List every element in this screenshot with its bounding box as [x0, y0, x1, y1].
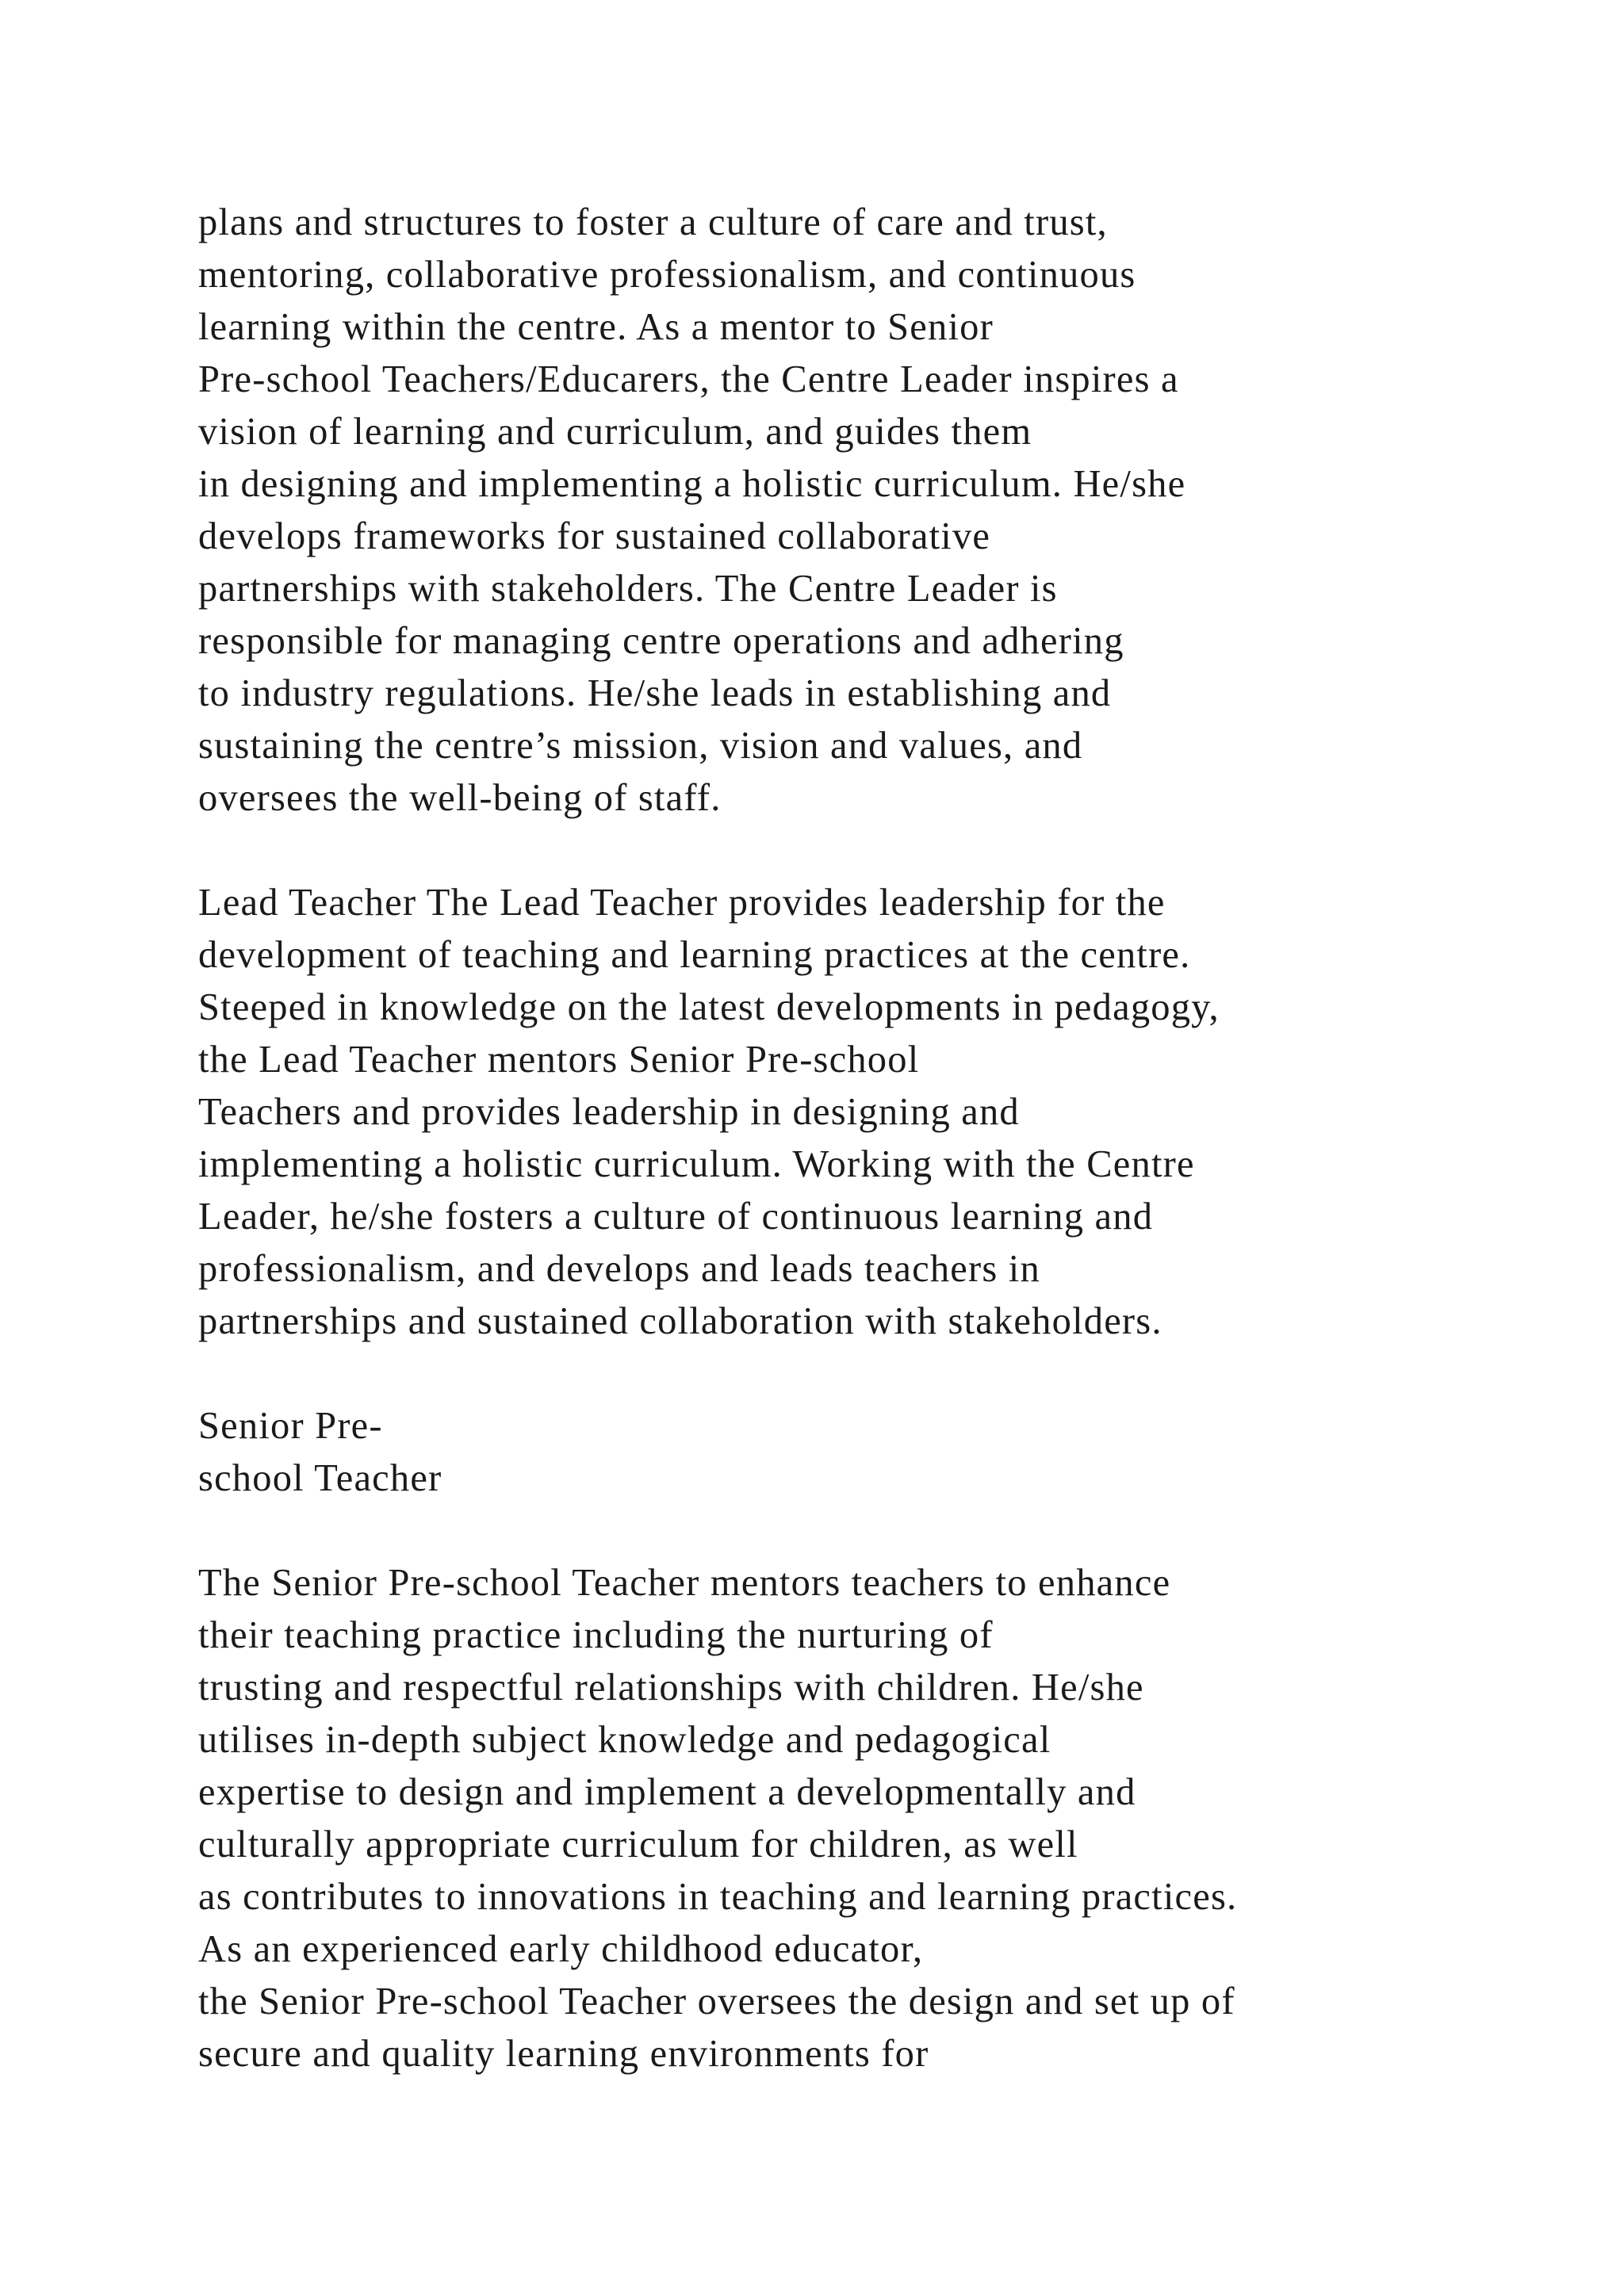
- text-line: vision of learning and curriculum, and guides them: [198, 411, 1032, 453]
- heading-senior-preschool-teacher: [198, 1400, 1562, 1505]
- text-line: development of teaching and learning practices at the centre.: [198, 934, 1191, 976]
- paragraph-gap: [198, 1505, 1562, 1557]
- text-line: Teachers and provides leadership in designing and: [198, 1091, 1020, 1133]
- text-line: plans and structures to foster a culture of care and trust,: [198, 201, 1108, 243]
- text-line: secure and quality learning environments for: [198, 2033, 929, 2075]
- text-line: partnerships with stakeholders. The Centre Leader is: [198, 568, 1058, 610]
- document-body: [198, 197, 1562, 2080]
- text-line: utilises in-depth subject knowledge and pedagogical: [198, 1719, 1051, 1761]
- text-line: implementing a holistic curriculum. Working with the Centre: [198, 1143, 1195, 1185]
- text-line: learning within the centre. As a mentor to Senior: [198, 306, 994, 348]
- text-line: As an experienced early childhood educator,: [198, 1928, 924, 1970]
- text-line: oversees the well-being of staff.: [198, 777, 722, 819]
- text-line: The Senior Pre-school Teacher mentors teachers to enhance: [198, 1562, 1171, 1604]
- text-line: mentoring, collaborative professionalism, and continuous: [198, 254, 1136, 296]
- text-line: culturally appropriate curriculum for children, as well: [198, 1823, 1078, 1866]
- paragraph-gap: [198, 1348, 1562, 1400]
- text-line: to industry regulations. He/she leads in establishing and: [198, 672, 1112, 714]
- text-line: the Lead Teacher mentors Senior Pre-school: [198, 1039, 920, 1081]
- text-line: trusting and respectful relationships with children. He/she: [198, 1667, 1144, 1709]
- text-line: school Teacher: [198, 1457, 442, 1499]
- text-line: develops frameworks for sustained collaborative: [198, 515, 991, 557]
- text-line: in designing and implementing a holistic curriculum. He/she: [198, 463, 1186, 505]
- text-line: partnerships and sustained collaboration with stakeholders.: [198, 1300, 1162, 1342]
- paragraph-senior-preschool-teacher: [198, 1557, 1562, 2080]
- paragraph-gap: [198, 825, 1562, 877]
- text-line: sustaining the centre’s mission, vision and values, and: [198, 725, 1083, 767]
- text-line: Senior Pre-: [198, 1405, 383, 1447]
- text-line: Pre-school Teachers/Educarers, the Centre Leader inspires a: [198, 358, 1179, 400]
- text-line: Lead Teacher The Lead Teacher provides leadership for the: [198, 882, 1166, 924]
- text-line: as contributes to innovations in teaching and learning practices.: [198, 1876, 1238, 1918]
- text-line: Steeped in knowledge on the latest developments in pedagogy,: [198, 986, 1220, 1028]
- text-line: the Senior Pre-school Teacher oversees the design and set up of: [198, 1980, 1235, 2022]
- text-line: expertise to design and implement a developmentally and: [198, 1771, 1136, 1813]
- text-line: professionalism, and develops and leads teachers in: [198, 1248, 1040, 1290]
- paragraph-lead-teacher: [198, 877, 1562, 1348]
- paragraph-centre-leader: [198, 197, 1562, 825]
- text-line: their teaching practice including the nurturing of: [198, 1614, 994, 1656]
- text-line: Leader, he/she fosters a culture of continuous learning and: [198, 1196, 1154, 1238]
- text-line: responsible for managing centre operations and adhering: [198, 620, 1124, 662]
